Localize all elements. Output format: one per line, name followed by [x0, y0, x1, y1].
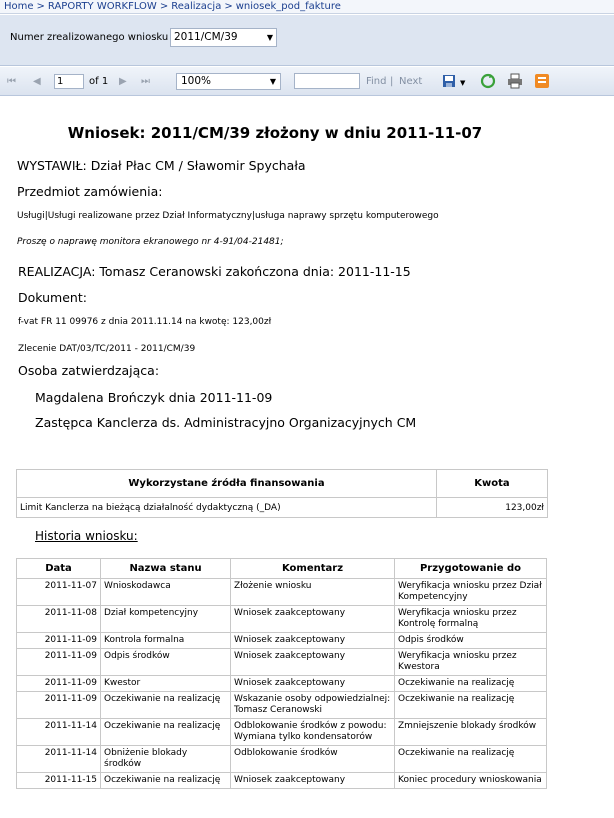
refresh-icon[interactable]	[480, 73, 496, 89]
first-page-icon[interactable]: ⏮	[7, 76, 16, 87]
history-header-state: Nazwa stanu	[101, 559, 231, 579]
history-comment: Wniosek zaakceptowany	[231, 649, 395, 676]
order-text: Zlecenie DAT/03/TC/2011 - 2011/CM/39	[18, 344, 196, 354]
report-body	[0, 97, 614, 818]
history-next: Weryfikacja wniosku przez Kwestora	[395, 649, 547, 676]
breadcrumb-sep: >	[159, 1, 169, 12]
history-comment: Wniosek zaakceptowany	[231, 606, 395, 633]
history-state: Odpis środków	[101, 649, 231, 676]
finance-table	[16, 469, 548, 518]
issued-by: WYSTAWIŁ: Dział Płac CM / Sławomir Spychała	[17, 158, 306, 173]
history-state: Wnioskodawca	[101, 579, 231, 606]
history-date: 2011-11-14	[17, 746, 101, 773]
approver-role: Zastępca Kanclerza ds. Administracyjno Organizacyjnych CM	[35, 415, 417, 430]
history-state: Kwestor	[101, 676, 231, 692]
print-icon[interactable]	[507, 73, 523, 89]
history-comment: Wniosek zaakceptowany	[231, 773, 395, 789]
export-icon[interactable]	[441, 73, 457, 89]
history-state: Kontrola formalna	[101, 633, 231, 649]
history-date: 2011-11-15	[17, 773, 101, 789]
history-next: Oczekiwanie na realizację	[395, 746, 547, 773]
request-number-select[interactable]	[170, 28, 277, 47]
history-table	[16, 558, 547, 789]
approver-label: Osoba zatwierdzająca:	[18, 363, 160, 378]
next-page-icon[interactable]: ▶	[119, 76, 127, 87]
history-date: 2011-11-09	[17, 633, 101, 649]
history-comment: Odblokowanie środków	[231, 746, 395, 773]
history-next: Koniec procedury wnioskowania	[395, 773, 547, 789]
history-date: 2011-11-09	[17, 649, 101, 676]
finance-header-amount: Kwota	[437, 470, 548, 498]
document-label: Dokument:	[18, 290, 87, 305]
history-header-comment: Komentarz	[231, 559, 395, 579]
page-count: of 1	[89, 76, 109, 87]
history-next: Weryfikacja wniosku przez Dział Kompetencyjny	[395, 579, 547, 606]
table-row	[17, 649, 547, 676]
report-toolbar	[0, 67, 614, 96]
document-text: f-vat FR 11 09976 z dnia 2011.11.14 na kwotę: 123,00zł	[18, 317, 272, 327]
page-number-input[interactable]: 1	[54, 74, 84, 89]
breadcrumb-raporty[interactable]: RAPORTY WORKFLOW	[47, 1, 157, 12]
history-state: Oczekiwanie na realizację	[101, 719, 231, 746]
history-state: Oczekiwanie na realizację	[101, 692, 231, 719]
history-next: Oczekiwanie na realizację	[395, 676, 547, 692]
finance-header-source: Wykorzystane źródła finansowania	[17, 470, 437, 498]
history-header-next: Przygotowanie do	[395, 559, 547, 579]
chevron-down-icon: ▼	[266, 33, 273, 42]
table-row	[17, 606, 547, 633]
history-date: 2011-11-09	[17, 676, 101, 692]
table-row	[17, 719, 547, 746]
breadcrumb-sep: >	[224, 1, 233, 12]
history-next: Odpis środków	[395, 633, 547, 649]
next-link[interactable]: Next	[399, 76, 423, 87]
breadcrumb-sep: >	[36, 1, 45, 12]
breadcrumb	[0, 0, 614, 14]
feed-icon[interactable]	[534, 73, 550, 89]
table-row	[17, 746, 547, 773]
report-title: Wniosek: 2011/CM/39 złożony w dniu 2011-11-07	[67, 124, 483, 142]
history-header-date: Data	[17, 559, 101, 579]
history-next: Weryfikacja wniosku przez Kontrolę formalną	[395, 606, 547, 633]
request-number-value: 2011/CM/39	[174, 31, 238, 43]
finance-source: Limit Kanclerza na bieżącą działalność dydaktyczną (_DA)	[17, 498, 437, 518]
table-row	[17, 579, 547, 606]
history-date: 2011-11-09	[17, 692, 101, 719]
toolbar-separator: |	[390, 76, 394, 87]
request-text: Proszę o naprawę monitora ekranowego nr 4-91/04-21481;	[17, 237, 284, 247]
approver-name: Magdalena Brończyk dnia 2011-11-09	[35, 390, 273, 405]
history-comment: Wniosek zaakceptowany	[231, 676, 395, 692]
last-page-icon[interactable]: ⏭	[141, 76, 150, 87]
table-row	[17, 692, 547, 719]
history-comment: Wniosek zaakceptowany	[231, 633, 395, 649]
export-dropdown-icon[interactable]: ▼	[460, 79, 466, 87]
history-state: Obniżenie blokady środków	[101, 746, 231, 773]
realization: REALIZACJA: Tomasz Ceranowski zakończona dnia: 2011-11-15	[18, 264, 411, 279]
history-comment: Wskazanie osoby odpowiedzialnej: Tomasz Ceranowski	[231, 692, 395, 719]
find-input[interactable]	[294, 73, 360, 89]
parameter-area	[0, 15, 614, 66]
history-title: Historia wniosku:	[35, 529, 138, 543]
history-date: 2011-11-07	[17, 579, 101, 606]
finance-amount: 123,00zł	[437, 498, 548, 518]
history-date: 2011-11-14	[17, 719, 101, 746]
chevron-down-icon: ▼	[269, 77, 276, 86]
breadcrumb-home[interactable]: Home	[4, 1, 34, 12]
history-comment: Złożenie wniosku	[231, 579, 395, 606]
table-row	[17, 633, 547, 649]
request-number-label: Numer zrealizowanego wniosku	[10, 32, 169, 43]
history-comment: Odblokowanie środków z powodu: Wymiana tylko kondensatorów	[231, 719, 395, 746]
zoom-value: 100%	[181, 75, 212, 87]
table-row	[17, 498, 548, 518]
history-state: Dział kompetencyjny	[101, 606, 231, 633]
table-row	[17, 773, 547, 789]
zoom-select[interactable]	[176, 73, 281, 90]
find-link[interactable]: Find	[366, 76, 387, 87]
subject-path: Usługi|Usługi realizowane przez Dział Informatyczny|usługa naprawy sprzętu komputerowego	[17, 211, 439, 221]
history-state: Oczekiwanie na realizację	[101, 773, 231, 789]
prev-page-icon[interactable]: ◀	[33, 76, 41, 87]
subject-label: Przedmiot zamówienia:	[17, 184, 163, 199]
table-row	[17, 676, 547, 692]
history-next: Zmniejszenie blokady środków	[395, 719, 547, 746]
history-date: 2011-11-08	[17, 606, 101, 633]
history-next: Oczekiwanie na realizację	[395, 692, 547, 719]
breadcrumb-realizacja[interactable]: Realizacja	[171, 1, 222, 12]
breadcrumb-current[interactable]: wniosek_pod_fakture	[235, 1, 341, 12]
